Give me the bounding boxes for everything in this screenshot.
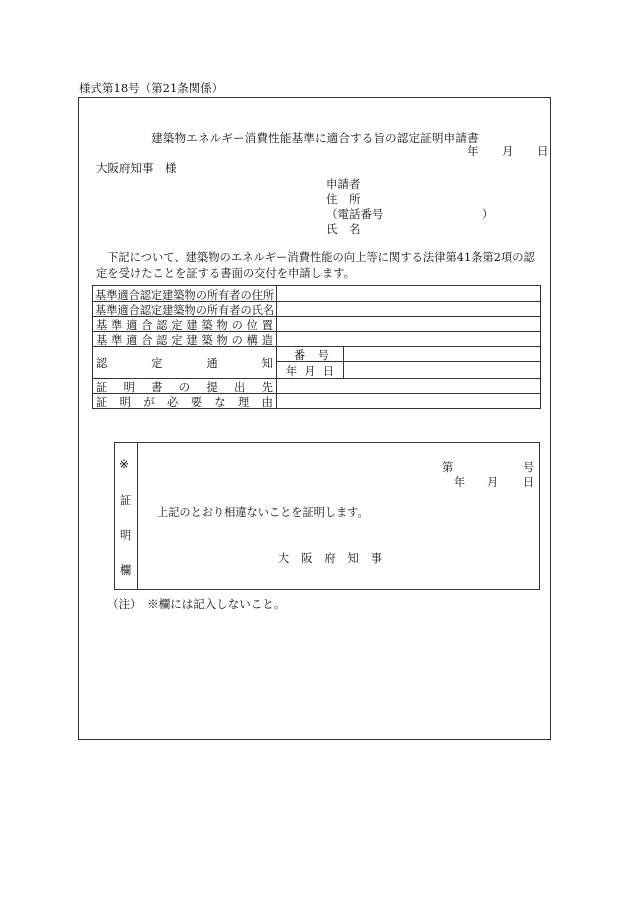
- reason-label: [96, 394, 273, 410]
- side-label-char: 欄: [120, 564, 132, 577]
- cert-number-suffix: 号: [523, 461, 535, 474]
- notice-date-field[interactable]: [345, 363, 538, 376]
- submission-destination-field[interactable]: [278, 379, 538, 392]
- label-char: 物: [216, 319, 228, 332]
- form-frame: [78, 97, 551, 740]
- label-char: 合: [141, 319, 153, 332]
- cert-date-month: 月: [487, 476, 499, 489]
- label-char: 築: [201, 334, 213, 347]
- notice-number-field[interactable]: [345, 347, 538, 360]
- owner-address-field[interactable]: [278, 287, 538, 300]
- official-use-mark: ※: [119, 457, 130, 471]
- column-divider: [137, 443, 138, 589]
- cert-date-day: 日: [523, 476, 535, 489]
- cert-date-year: 年: [454, 476, 466, 489]
- label-char: 置: [261, 319, 273, 332]
- label-char: 適: [126, 334, 138, 347]
- form-number-label: 様式第18号（第21条関係）: [79, 81, 224, 95]
- label-char: 定: [171, 334, 183, 347]
- certification-notice-label: [96, 355, 273, 371]
- cert-number-prefix: 第: [442, 461, 454, 474]
- label-char: 提: [206, 381, 218, 394]
- label-char: 理: [238, 396, 250, 409]
- date-day-label: 日: [537, 144, 549, 158]
- label-char: 明: [123, 381, 135, 394]
- label-char: 出: [234, 381, 246, 394]
- label-char: 構: [246, 334, 258, 347]
- side-label-char: 明: [120, 529, 132, 542]
- applicant-name-label: 氏 名: [326, 222, 361, 236]
- building-structure-field[interactable]: [278, 332, 538, 345]
- side-label-char: 証: [120, 494, 132, 507]
- footnote: （注） ※欄には記入しないこと。: [107, 597, 286, 611]
- label-char: 物: [216, 334, 228, 347]
- label-char: 証: [96, 396, 108, 409]
- label-char: 造: [261, 334, 273, 347]
- label-char: が: [143, 396, 155, 409]
- label-char: の: [231, 334, 243, 347]
- label-char: 通: [206, 357, 218, 370]
- building-location-label: [96, 317, 273, 333]
- label-char: 基: [96, 334, 108, 347]
- notice-date-label: [286, 363, 334, 379]
- document-title: 建築物エネルギー消費性能基準に適合する旨の認定証明申請書: [151, 131, 479, 145]
- request-statement: [96, 250, 548, 282]
- building-location-field[interactable]: [278, 317, 538, 330]
- label-char: 適: [126, 319, 138, 332]
- label-char: 由: [261, 396, 273, 409]
- label-char: な: [214, 396, 226, 409]
- certification-box: [114, 442, 540, 590]
- label-char: 建: [186, 319, 198, 332]
- label-char: 合: [141, 334, 153, 347]
- label-char: 要: [190, 396, 202, 409]
- notice-number-label: [294, 347, 329, 363]
- applicant-phone-close: ）: [482, 207, 494, 221]
- label-char: 認: [96, 357, 108, 370]
- owner-address-label: 基準適合認定建築物の所有者の住所: [95, 289, 275, 302]
- owner-name-label: 基準適合認定建築物の所有者の氏名: [95, 304, 275, 317]
- addressee: 大阪府知事 様: [96, 161, 177, 175]
- label-char: 明: [119, 396, 131, 409]
- label-char: 先: [261, 381, 273, 394]
- label-char: 番: [294, 349, 306, 362]
- applicant-label: 申請者: [326, 177, 361, 191]
- reason-field[interactable]: [278, 394, 538, 407]
- issuer-char: 府: [324, 552, 336, 565]
- label-char: 準: [111, 319, 123, 332]
- request-statement-line-2: 定を受けたことを証する書面の交付を申請します。: [96, 267, 355, 280]
- label-char: 定: [171, 319, 183, 332]
- label-char: 証: [96, 381, 108, 394]
- label-char: 認: [156, 319, 168, 332]
- issuer-char: 知: [347, 552, 359, 565]
- label-char: 位: [246, 319, 258, 332]
- date-month-label: 月: [502, 144, 514, 158]
- label-char: の: [231, 319, 243, 332]
- label-char: 基: [96, 319, 108, 332]
- label-char: 年: [286, 365, 298, 378]
- label-char: 日: [322, 365, 334, 378]
- application-table: [92, 285, 541, 409]
- date-year-label: 年: [467, 144, 479, 158]
- label-char: 建: [186, 334, 198, 347]
- certification-statement: 上記のとおり相違ないことを証明します。: [157, 506, 369, 519]
- owner-name-field[interactable]: [278, 302, 538, 315]
- issuer-char: 大: [278, 552, 290, 565]
- label-char: 必: [167, 396, 179, 409]
- applicant-address-label: 住 所: [326, 192, 361, 206]
- label-char: 月: [304, 365, 316, 378]
- column-divider: [343, 346, 344, 378]
- label-char: 認: [156, 334, 168, 347]
- issuer-char: 事: [370, 552, 382, 565]
- label-char: 書: [151, 381, 163, 394]
- request-statement-line-1: 下記について、建築物のエネルギー消費性能の向上等に関する法律第41条第2項の認: [107, 251, 535, 264]
- submission-destination-label: [96, 379, 273, 395]
- label-char: 築: [201, 319, 213, 332]
- label-char: 準: [111, 334, 123, 347]
- label-char: 号: [317, 349, 329, 362]
- building-structure-label: [96, 332, 273, 348]
- column-divider: [276, 286, 277, 408]
- label-char: 知: [261, 357, 273, 370]
- issuer-char: 阪: [301, 552, 313, 565]
- issuer-name: [278, 550, 382, 566]
- applicant-phone-label: （電話番号: [326, 207, 384, 221]
- label-char: の: [178, 381, 191, 394]
- label-char: 定: [151, 357, 163, 370]
